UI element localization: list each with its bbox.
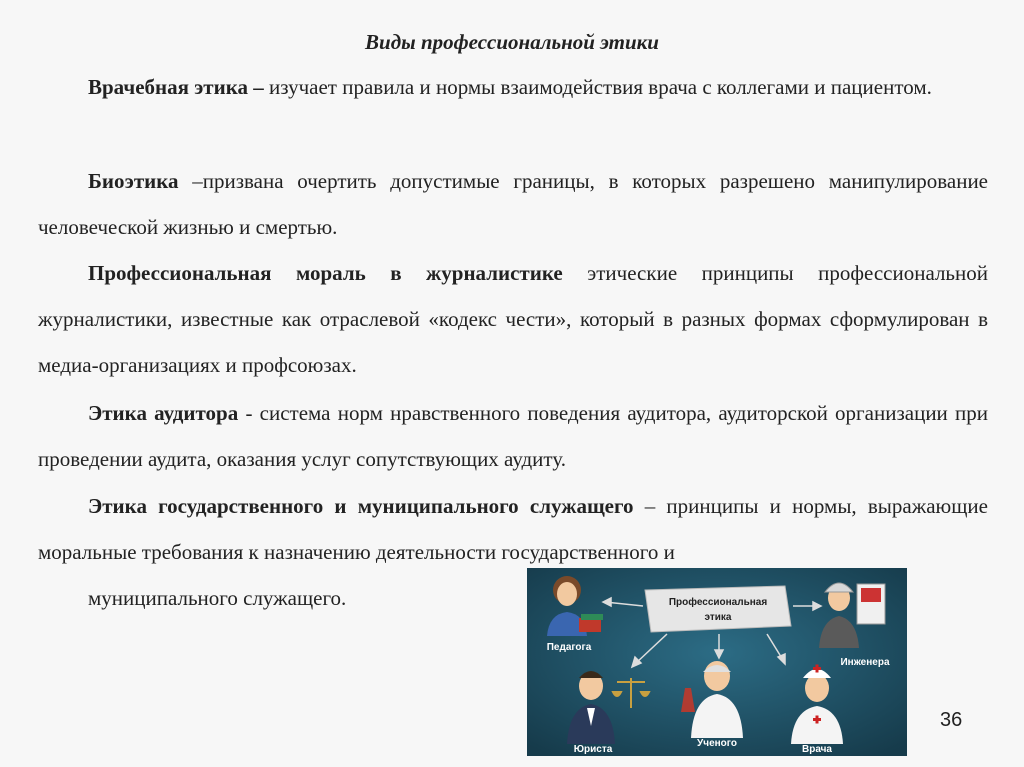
label-doctor: Врача <box>801 744 833 755</box>
term: Биоэтика <box>88 169 179 193</box>
label-engineer: Инженера <box>840 657 890 668</box>
term: Этика аудитора <box>88 401 239 425</box>
definition: этические принципы профессиональной журналистики, известные как отраслевой «кодекс чести», который в разных формах сформулирован в медиа-организациях и профсоюзах. <box>38 261 988 377</box>
term: Врачебная этика – <box>88 75 264 99</box>
definition: –призвана очертить допустимые границы, в которых разрешено манипулирование человеческой жизнью и смертью. <box>38 169 988 239</box>
paragraph-auditor-ethics <box>38 390 988 482</box>
definition-tail: муниципального служащего. <box>88 586 347 610</box>
paragraph-bioethics <box>38 158 988 250</box>
center-title-line2: этика <box>704 612 732 623</box>
definition: изучает правила и нормы взаимодействия врача с коллегами и пациентом. <box>263 75 932 99</box>
professional-ethics-diagram <box>527 568 907 756</box>
center-title-line1: Профессиональная <box>668 597 768 608</box>
label-scientist: Ученого <box>697 738 737 749</box>
slide-title: Виды профессиональной этики <box>365 30 659 54</box>
definition: – принципы и нормы, выражающие моральные требования к назначению деятельности государственного и <box>38 494 988 564</box>
term: Профессиональная мораль в журналистике <box>88 261 563 285</box>
page-number: 36 <box>940 709 963 731</box>
center-box <box>645 586 791 632</box>
label-teacher: Педагога <box>546 642 592 653</box>
paragraph-journalism-ethics <box>38 250 988 388</box>
label-lawyer: Юриста <box>573 744 613 755</box>
paragraph-medical-ethics <box>38 64 988 110</box>
term: Этика государственного и муниципального служащего <box>88 494 634 518</box>
definition: - система норм нравственного поведения аудитора, аудиторской организации при проведении аудита, оказания услуг сопутствующих аудиту. <box>38 401 988 471</box>
